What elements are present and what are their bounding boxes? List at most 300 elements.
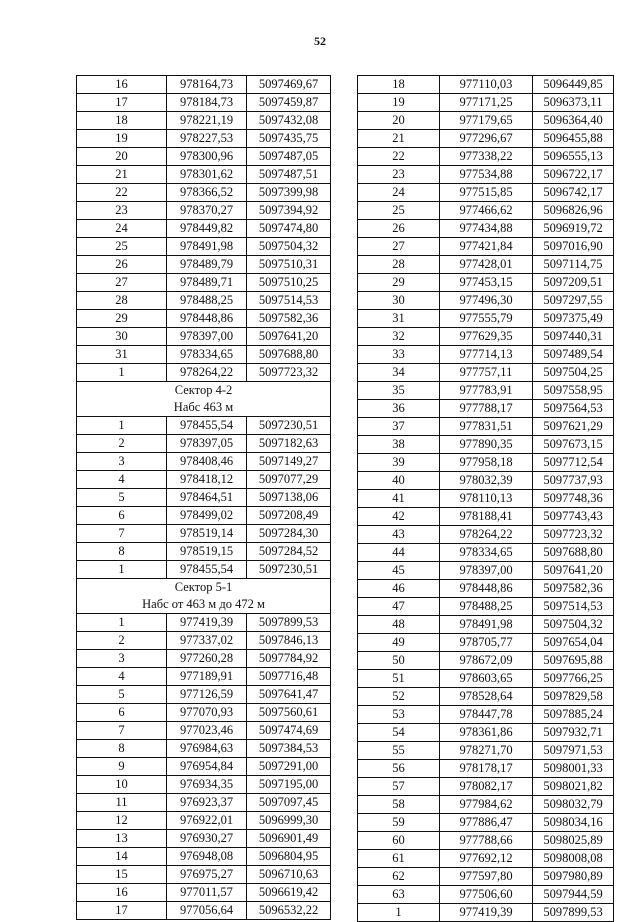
x-coordinate-cell: 978110,13 [440, 490, 533, 508]
y-coordinate-cell: 5097510,31 [247, 256, 331, 274]
y-coordinate-cell: 5098021,82 [533, 778, 614, 796]
y-coordinate-cell: 5097195,00 [247, 776, 331, 794]
y-coordinate-cell: 5096455,88 [533, 130, 614, 148]
x-coordinate-cell: 977260,28 [167, 650, 247, 668]
table-row [358, 256, 614, 274]
table-row [77, 238, 331, 256]
x-coordinate-cell: 978264,22 [440, 526, 533, 544]
table-row [77, 543, 331, 561]
point-number-cell: 11 [77, 794, 167, 812]
table-row [77, 202, 331, 220]
y-coordinate-cell: 5097487,51 [247, 166, 331, 184]
y-coordinate-cell: 5096449,85 [533, 76, 614, 94]
table-row [358, 382, 614, 400]
y-coordinate-cell: 5097748,36 [533, 490, 614, 508]
y-coordinate-cell: 5097097,45 [247, 794, 331, 812]
x-coordinate-cell: 977831,51 [440, 418, 533, 436]
y-coordinate-cell: 5097432,08 [247, 112, 331, 130]
table-row [358, 220, 614, 238]
y-coordinate-cell: 5097899,53 [533, 904, 614, 922]
point-number-cell: 1 [77, 614, 167, 632]
table-row [358, 580, 614, 598]
table-row [77, 650, 331, 668]
x-coordinate-cell: 977419,39 [440, 904, 533, 922]
y-coordinate-cell: 5097654,04 [533, 634, 614, 652]
point-number-cell: 51 [358, 670, 440, 688]
table-row [77, 866, 331, 884]
x-coordinate-cell: 978603,65 [440, 670, 533, 688]
table-row [358, 238, 614, 256]
x-coordinate-cell: 977126,59 [167, 686, 247, 704]
table-row [77, 148, 331, 166]
x-coordinate-cell: 978032,39 [440, 472, 533, 490]
y-coordinate-cell: 5097510,25 [247, 274, 331, 292]
x-coordinate-cell: 978418,12 [167, 471, 247, 489]
x-coordinate-cell: 978361,86 [440, 724, 533, 742]
x-coordinate-cell: 978449,82 [167, 220, 247, 238]
table-row [77, 453, 331, 471]
x-coordinate-cell: 977515,85 [440, 184, 533, 202]
x-coordinate-cell: 977788,66 [440, 832, 533, 850]
y-coordinate-cell: 5097673,15 [533, 436, 614, 454]
table-row [77, 292, 331, 310]
point-number-cell: 22 [77, 184, 167, 202]
y-coordinate-cell: 5097944,59 [533, 886, 614, 904]
table-row [358, 148, 614, 166]
y-coordinate-cell: 5097114,75 [533, 256, 614, 274]
y-coordinate-cell: 5097980,89 [533, 868, 614, 886]
point-number-cell: 14 [77, 848, 167, 866]
point-number-cell: 6 [77, 507, 167, 525]
y-coordinate-cell: 5097504,32 [533, 616, 614, 634]
point-number-cell: 25 [77, 238, 167, 256]
table-row [77, 525, 331, 543]
point-number-cell: 27 [358, 238, 440, 256]
x-coordinate-cell: 977496,30 [440, 292, 533, 310]
table-row [358, 616, 614, 634]
y-coordinate-cell: 5097209,51 [533, 274, 614, 292]
y-coordinate-cell: 5097504,25 [533, 364, 614, 382]
y-coordinate-cell: 5097582,36 [247, 310, 331, 328]
sector-header-row [77, 382, 331, 400]
y-coordinate-cell: 5097846,13 [247, 632, 331, 650]
table-row [77, 614, 331, 632]
y-coordinate-cell: 5097138,06 [247, 489, 331, 507]
y-coordinate-cell: 5097230,51 [247, 417, 331, 435]
x-coordinate-cell: 977506,60 [440, 886, 533, 904]
x-coordinate-cell: 977179,65 [440, 112, 533, 130]
point-number-cell: 46 [358, 580, 440, 598]
table-row [358, 346, 614, 364]
x-coordinate-cell: 977984,62 [440, 796, 533, 814]
table-row [77, 76, 331, 94]
x-coordinate-cell: 978455,54 [167, 417, 247, 435]
point-number-cell: 9 [77, 758, 167, 776]
y-coordinate-cell: 5097375,49 [533, 310, 614, 328]
y-coordinate-cell: 5097291,00 [247, 758, 331, 776]
point-number-cell: 13 [77, 830, 167, 848]
point-number-cell: 7 [77, 525, 167, 543]
x-coordinate-cell: 977337,02 [167, 632, 247, 650]
x-coordinate-cell: 977110,03 [440, 76, 533, 94]
y-coordinate-cell: 5097688,80 [533, 544, 614, 562]
x-coordinate-cell: 977629,35 [440, 328, 533, 346]
point-number-cell: 1 [77, 364, 167, 382]
x-coordinate-cell: 978672,09 [440, 652, 533, 670]
table-row [358, 130, 614, 148]
x-coordinate-cell: 976984,63 [167, 740, 247, 758]
x-coordinate-cell: 977692,12 [440, 850, 533, 868]
table-row [77, 310, 331, 328]
table-row [358, 76, 614, 94]
table-row [77, 902, 331, 920]
point-number-cell: 23 [77, 202, 167, 220]
x-coordinate-cell: 978455,54 [167, 561, 247, 579]
x-coordinate-cell: 977338,22 [440, 148, 533, 166]
x-coordinate-cell: 976923,37 [167, 794, 247, 812]
x-coordinate-cell: 977783,91 [440, 382, 533, 400]
point-number-cell: 8 [77, 543, 167, 561]
x-coordinate-cell: 978491,98 [440, 616, 533, 634]
table-row [77, 220, 331, 238]
x-coordinate-cell: 978705,77 [440, 634, 533, 652]
y-coordinate-cell: 5097558,95 [533, 382, 614, 400]
x-coordinate-cell: 978448,86 [167, 310, 247, 328]
y-coordinate-cell: 5097723,32 [533, 526, 614, 544]
table-row [77, 758, 331, 776]
table-row [358, 292, 614, 310]
point-number-cell: 3 [77, 650, 167, 668]
y-coordinate-cell: 5097621,29 [533, 418, 614, 436]
x-coordinate-cell: 977714,13 [440, 346, 533, 364]
x-coordinate-cell: 978408,46 [167, 453, 247, 471]
x-coordinate-cell: 977597,80 [440, 868, 533, 886]
y-coordinate-cell: 5097582,36 [533, 580, 614, 598]
x-coordinate-cell: 978366,52 [167, 184, 247, 202]
y-coordinate-cell: 5097284,30 [247, 525, 331, 543]
point-number-cell: 49 [358, 634, 440, 652]
y-coordinate-cell: 5097394,92 [247, 202, 331, 220]
point-number-cell: 29 [77, 310, 167, 328]
point-number-cell: 34 [358, 364, 440, 382]
y-coordinate-cell: 5097695,88 [533, 652, 614, 670]
point-number-cell: 1 [358, 904, 440, 922]
x-coordinate-cell: 977428,01 [440, 256, 533, 274]
table-row [77, 94, 331, 112]
y-coordinate-cell: 5096364,40 [533, 112, 614, 130]
y-coordinate-cell: 5097284,52 [247, 543, 331, 561]
table-row [77, 489, 331, 507]
table-row [77, 130, 331, 148]
table-row [358, 814, 614, 832]
table-row [358, 634, 614, 652]
point-number-cell: 55 [358, 742, 440, 760]
y-coordinate-cell: 5097514,53 [247, 292, 331, 310]
table-row [358, 526, 614, 544]
table-row [358, 310, 614, 328]
sector-header-text: Набс 463 м [77, 399, 331, 417]
y-coordinate-cell: 5097641,47 [247, 686, 331, 704]
point-number-cell: 20 [77, 148, 167, 166]
x-coordinate-cell: 977453,15 [440, 274, 533, 292]
table-row [358, 760, 614, 778]
table-row [77, 830, 331, 848]
x-coordinate-cell: 978397,00 [440, 562, 533, 580]
x-coordinate-cell: 978491,98 [167, 238, 247, 256]
point-number-cell: 19 [358, 94, 440, 112]
point-number-cell: 4 [77, 471, 167, 489]
x-coordinate-cell: 978489,71 [167, 274, 247, 292]
y-coordinate-cell: 5097489,54 [533, 346, 614, 364]
y-coordinate-cell: 5098032,79 [533, 796, 614, 814]
right-coordinates-table [357, 75, 614, 922]
table-row [358, 274, 614, 292]
y-coordinate-cell: 5097474,80 [247, 220, 331, 238]
x-coordinate-cell: 978464,51 [167, 489, 247, 507]
y-coordinate-cell: 5096722,17 [533, 166, 614, 184]
point-number-cell: 8 [77, 740, 167, 758]
x-coordinate-cell: 978519,14 [167, 525, 247, 543]
table-row [77, 256, 331, 274]
table-row [77, 776, 331, 794]
table-row [358, 328, 614, 346]
x-coordinate-cell: 978370,27 [167, 202, 247, 220]
x-coordinate-cell: 978334,65 [167, 346, 247, 364]
y-coordinate-cell: 5097971,53 [533, 742, 614, 760]
table-row [77, 740, 331, 758]
table-row [358, 778, 614, 796]
y-coordinate-cell: 5096619,42 [247, 884, 331, 902]
x-coordinate-cell: 977886,47 [440, 814, 533, 832]
y-coordinate-cell: 5098025,89 [533, 832, 614, 850]
y-coordinate-cell: 5096373,11 [533, 94, 614, 112]
point-number-cell: 29 [358, 274, 440, 292]
sector-header-row [77, 596, 331, 614]
y-coordinate-cell: 5097932,71 [533, 724, 614, 742]
x-coordinate-cell: 978334,65 [440, 544, 533, 562]
table-row [77, 364, 331, 382]
y-coordinate-cell: 5096901,49 [247, 830, 331, 848]
sector-header-text: Сектор 5-1 [77, 579, 331, 597]
point-number-cell: 15 [77, 866, 167, 884]
point-number-cell: 31 [358, 310, 440, 328]
point-number-cell: 53 [358, 706, 440, 724]
point-number-cell: 5 [77, 686, 167, 704]
x-coordinate-cell: 977555,79 [440, 310, 533, 328]
point-number-cell: 36 [358, 400, 440, 418]
point-number-cell: 40 [358, 472, 440, 490]
x-coordinate-cell: 978188,41 [440, 508, 533, 526]
table-row [358, 112, 614, 130]
x-coordinate-cell: 978221,19 [167, 112, 247, 130]
point-number-cell: 24 [77, 220, 167, 238]
point-number-cell: 1 [77, 417, 167, 435]
x-coordinate-cell: 978489,79 [167, 256, 247, 274]
point-number-cell: 42 [358, 508, 440, 526]
y-coordinate-cell: 5096710,63 [247, 866, 331, 884]
point-number-cell: 59 [358, 814, 440, 832]
point-number-cell: 18 [77, 112, 167, 130]
y-coordinate-cell: 5096742,17 [533, 184, 614, 202]
y-coordinate-cell: 5097399,98 [247, 184, 331, 202]
table-row [77, 686, 331, 704]
table-row [77, 704, 331, 722]
point-number-cell: 43 [358, 526, 440, 544]
y-coordinate-cell: 5096826,96 [533, 202, 614, 220]
table-row [358, 166, 614, 184]
table-row [358, 94, 614, 112]
x-coordinate-cell: 977757,11 [440, 364, 533, 382]
x-coordinate-cell: 976948,08 [167, 848, 247, 866]
x-coordinate-cell: 977788,17 [440, 400, 533, 418]
point-number-cell: 3 [77, 453, 167, 471]
x-coordinate-cell: 977958,18 [440, 454, 533, 472]
point-number-cell: 61 [358, 850, 440, 868]
point-number-cell: 39 [358, 454, 440, 472]
y-coordinate-cell: 5097297,55 [533, 292, 614, 310]
table-row [77, 848, 331, 866]
y-coordinate-cell: 5097743,43 [533, 508, 614, 526]
y-coordinate-cell: 5097384,53 [247, 740, 331, 758]
point-number-cell: 60 [358, 832, 440, 850]
point-number-cell: 17 [77, 94, 167, 112]
x-coordinate-cell: 978264,22 [167, 364, 247, 382]
table-row [358, 436, 614, 454]
x-coordinate-cell: 976922,01 [167, 812, 247, 830]
point-number-cell: 44 [358, 544, 440, 562]
point-number-cell: 45 [358, 562, 440, 580]
table-row [77, 668, 331, 686]
y-coordinate-cell: 5097829,58 [533, 688, 614, 706]
point-number-cell: 52 [358, 688, 440, 706]
y-coordinate-cell: 5097737,93 [533, 472, 614, 490]
table-row [77, 435, 331, 453]
point-number-cell: 5 [77, 489, 167, 507]
y-coordinate-cell: 5097688,80 [247, 346, 331, 364]
table-row [358, 454, 614, 472]
x-coordinate-cell: 978164,73 [167, 76, 247, 94]
y-coordinate-cell: 5096919,72 [533, 220, 614, 238]
point-number-cell: 16 [77, 76, 167, 94]
x-coordinate-cell: 978271,70 [440, 742, 533, 760]
point-number-cell: 58 [358, 796, 440, 814]
y-coordinate-cell: 5096532,22 [247, 902, 331, 920]
y-coordinate-cell: 5097712,54 [533, 454, 614, 472]
y-coordinate-cell: 5097440,31 [533, 328, 614, 346]
table-row [358, 472, 614, 490]
table-row [358, 706, 614, 724]
table-row [77, 417, 331, 435]
y-coordinate-cell: 5097899,53 [247, 614, 331, 632]
point-number-cell: 6 [77, 704, 167, 722]
x-coordinate-cell: 978300,96 [167, 148, 247, 166]
x-coordinate-cell: 976934,35 [167, 776, 247, 794]
point-number-cell: 7 [77, 722, 167, 740]
point-number-cell: 63 [358, 886, 440, 904]
point-number-cell: 25 [358, 202, 440, 220]
x-coordinate-cell: 977534,88 [440, 166, 533, 184]
point-number-cell: 2 [77, 435, 167, 453]
point-number-cell: 32 [358, 328, 440, 346]
table-row [77, 507, 331, 525]
y-coordinate-cell: 5097435,75 [247, 130, 331, 148]
table-row [77, 794, 331, 812]
point-number-cell: 47 [358, 598, 440, 616]
point-number-cell: 57 [358, 778, 440, 796]
table-row [358, 652, 614, 670]
x-coordinate-cell: 977070,93 [167, 704, 247, 722]
y-coordinate-cell: 5097016,90 [533, 238, 614, 256]
table-row [77, 346, 331, 364]
table-row [77, 722, 331, 740]
table-row [358, 742, 614, 760]
y-coordinate-cell: 5097784,92 [247, 650, 331, 668]
x-coordinate-cell: 977011,57 [167, 884, 247, 902]
table-row [358, 184, 614, 202]
x-coordinate-cell: 977189,91 [167, 668, 247, 686]
point-number-cell: 37 [358, 418, 440, 436]
y-coordinate-cell: 5097641,20 [533, 562, 614, 580]
x-coordinate-cell: 978488,25 [167, 292, 247, 310]
y-coordinate-cell: 5097149,27 [247, 453, 331, 471]
point-number-cell: 4 [77, 668, 167, 686]
x-coordinate-cell: 978178,17 [440, 760, 533, 778]
y-coordinate-cell: 5097766,25 [533, 670, 614, 688]
table-row [358, 868, 614, 886]
y-coordinate-cell: 5097716,48 [247, 668, 331, 686]
table-row [77, 184, 331, 202]
x-coordinate-cell: 977466,62 [440, 202, 533, 220]
y-coordinate-cell: 5097208,49 [247, 507, 331, 525]
point-number-cell: 17 [77, 902, 167, 920]
table-row [77, 328, 331, 346]
x-coordinate-cell: 978499,02 [167, 507, 247, 525]
x-coordinate-cell: 977171,25 [440, 94, 533, 112]
x-coordinate-cell: 978184,73 [167, 94, 247, 112]
y-coordinate-cell: 5097641,20 [247, 328, 331, 346]
point-number-cell: 16 [77, 884, 167, 902]
table-row [358, 796, 614, 814]
table-row [358, 850, 614, 868]
table-row [358, 490, 614, 508]
table-row [358, 832, 614, 850]
point-number-cell: 24 [358, 184, 440, 202]
table-row [77, 632, 331, 650]
table-row [358, 688, 614, 706]
point-number-cell: 20 [358, 112, 440, 130]
sector-header-text: Набс от 463 м до 472 м [77, 596, 331, 614]
y-coordinate-cell: 5097182,63 [247, 435, 331, 453]
x-coordinate-cell: 978528,64 [440, 688, 533, 706]
point-number-cell: 35 [358, 382, 440, 400]
table-row [77, 471, 331, 489]
table-row [77, 884, 331, 902]
table-row [358, 544, 614, 562]
x-coordinate-cell: 978447,78 [440, 706, 533, 724]
point-number-cell: 56 [358, 760, 440, 778]
table-row [358, 724, 614, 742]
x-coordinate-cell: 977434,88 [440, 220, 533, 238]
y-coordinate-cell: 5097885,24 [533, 706, 614, 724]
x-coordinate-cell: 977421,84 [440, 238, 533, 256]
point-number-cell: 26 [77, 256, 167, 274]
y-coordinate-cell: 5097469,67 [247, 76, 331, 94]
table-row [358, 508, 614, 526]
y-coordinate-cell: 5097723,32 [247, 364, 331, 382]
point-number-cell: 50 [358, 652, 440, 670]
table-row [358, 418, 614, 436]
y-coordinate-cell: 5097560,61 [247, 704, 331, 722]
